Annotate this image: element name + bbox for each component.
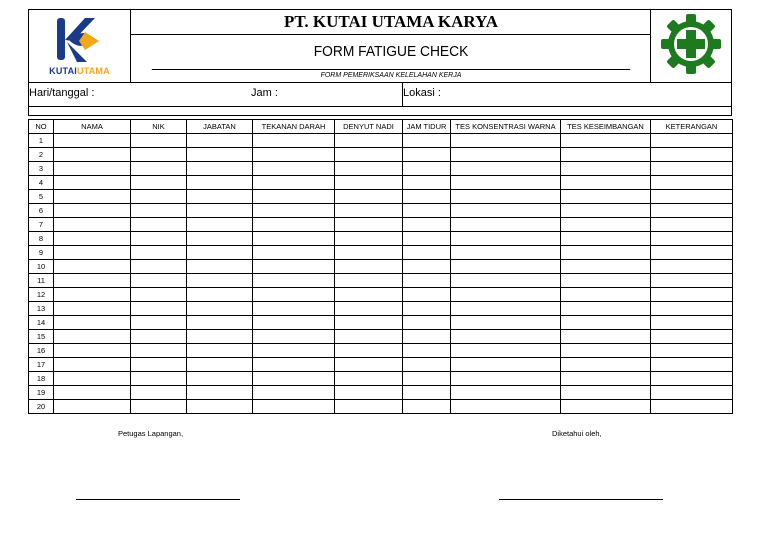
table-cell[interactable] (651, 316, 733, 330)
table-cell[interactable] (187, 386, 253, 400)
table-cell[interactable] (561, 386, 651, 400)
table-cell[interactable] (187, 162, 253, 176)
row-number: 11 (29, 274, 54, 288)
row-number: 10 (29, 260, 54, 274)
table-cell[interactable] (54, 232, 131, 246)
table-row (29, 372, 733, 386)
table-cell[interactable] (561, 400, 651, 414)
table-cell[interactable] (187, 372, 253, 386)
table-cell[interactable] (451, 246, 561, 260)
fatigue-check-table (28, 119, 733, 414)
table-cell[interactable] (187, 176, 253, 190)
table-cell[interactable] (561, 232, 651, 246)
table-cell[interactable] (54, 372, 131, 386)
table-cell[interactable] (187, 218, 253, 232)
table-cell[interactable] (451, 176, 561, 190)
safety-icon-cell (650, 10, 731, 82)
table-cell[interactable] (54, 274, 131, 288)
table-cell[interactable] (253, 260, 335, 274)
table-cell[interactable] (54, 400, 131, 414)
table-header-row (29, 120, 733, 134)
row-number: 4 (29, 176, 54, 190)
table-cell[interactable] (651, 274, 733, 288)
table-cell[interactable] (403, 386, 451, 400)
table-cell[interactable] (54, 148, 131, 162)
table-cell[interactable] (335, 176, 403, 190)
table-cell[interactable] (54, 288, 131, 302)
table-cell[interactable] (131, 372, 187, 386)
row-number: 20 (29, 400, 54, 414)
row-number: 9 (29, 246, 54, 260)
table-cell[interactable] (54, 162, 131, 176)
table-cell[interactable] (187, 274, 253, 288)
table-row (29, 386, 733, 400)
table-cell[interactable] (451, 218, 561, 232)
table-cell[interactable] (651, 302, 733, 316)
table-cell[interactable] (561, 330, 651, 344)
table-cell[interactable] (335, 400, 403, 414)
table-cell[interactable] (403, 344, 451, 358)
table-cell[interactable] (253, 176, 335, 190)
table-cell[interactable] (253, 218, 335, 232)
safety-cross-gear-icon (651, 10, 731, 82)
table-cell[interactable] (403, 162, 451, 176)
table-cell[interactable] (253, 372, 335, 386)
table-cell[interactable] (253, 148, 335, 162)
table-cell[interactable] (54, 246, 131, 260)
table-cell[interactable] (131, 218, 187, 232)
kutai-utama-logo-icon (29, 10, 130, 66)
table-cell[interactable] (253, 204, 335, 218)
row-number: 19 (29, 386, 54, 400)
row-number: 16 (29, 344, 54, 358)
table-cell[interactable] (403, 400, 451, 414)
column-header: JABATAN (187, 120, 253, 134)
table-cell[interactable] (403, 232, 451, 246)
date-label: Hari/tanggal : (29, 87, 95, 99)
table-cell[interactable] (561, 372, 651, 386)
table-cell[interactable] (651, 358, 733, 372)
table-cell[interactable] (131, 302, 187, 316)
table-cell[interactable] (451, 162, 561, 176)
table-row (29, 162, 733, 176)
table-cell[interactable] (403, 302, 451, 316)
column-header: TES KESEIMBANGAN (561, 120, 651, 134)
table-cell[interactable] (561, 302, 651, 316)
table-row (29, 204, 733, 218)
table-cell[interactable] (561, 274, 651, 288)
table-cell[interactable] (451, 386, 561, 400)
table-cell[interactable] (451, 344, 561, 358)
table-cell[interactable] (187, 246, 253, 260)
table-cell[interactable] (54, 344, 131, 358)
table-cell[interactable] (131, 232, 187, 246)
form-sheet (28, 9, 732, 415)
table-cell[interactable] (403, 330, 451, 344)
info-row (28, 82, 732, 107)
table-cell[interactable] (54, 190, 131, 204)
table-cell[interactable] (451, 232, 561, 246)
table-cell[interactable] (403, 176, 451, 190)
row-number: 14 (29, 316, 54, 330)
table-cell[interactable] (403, 260, 451, 274)
table-cell[interactable] (403, 316, 451, 330)
column-header: DENYUT NADI (335, 120, 403, 134)
table-cell[interactable] (561, 358, 651, 372)
table-cell[interactable] (335, 134, 403, 148)
table-cell[interactable] (651, 148, 733, 162)
table-cell[interactable] (253, 358, 335, 372)
table-cell[interactable] (187, 400, 253, 414)
table-cell[interactable] (253, 232, 335, 246)
table-cell[interactable] (403, 274, 451, 288)
table-cell[interactable] (451, 190, 561, 204)
table-cell[interactable] (131, 386, 187, 400)
table-row (29, 330, 733, 344)
table-cell[interactable] (335, 190, 403, 204)
table-cell[interactable] (451, 400, 561, 414)
table-cell[interactable] (403, 204, 451, 218)
table-cell[interactable] (651, 232, 733, 246)
table-cell[interactable] (187, 260, 253, 274)
table-cell[interactable] (403, 134, 451, 148)
table-cell[interactable] (54, 260, 131, 274)
table-row (29, 302, 733, 316)
table-cell[interactable] (561, 260, 651, 274)
table-cell[interactable] (403, 358, 451, 372)
table-cell[interactable] (54, 204, 131, 218)
table-cell[interactable] (561, 246, 651, 260)
acknowledged-signature-line (499, 499, 663, 500)
field-officer-signature-line (76, 499, 240, 500)
table-row (29, 344, 733, 358)
table-cell[interactable] (187, 330, 253, 344)
table-cell[interactable] (561, 344, 651, 358)
table-row (29, 134, 733, 148)
table-cell[interactable] (335, 386, 403, 400)
field-officer-label: Petugas Lapangan, (118, 429, 184, 438)
column-header: NIK (131, 120, 187, 134)
table-cell[interactable] (131, 316, 187, 330)
table-cell[interactable] (253, 400, 335, 414)
table-cell[interactable] (335, 274, 403, 288)
table-cell[interactable] (451, 204, 561, 218)
brand-part-utama: UTAMA (77, 66, 110, 76)
table-cell[interactable] (131, 204, 187, 218)
column-header: JAM TIDUR (403, 120, 451, 134)
column-header: KETERANGAN (651, 120, 733, 134)
table-row (29, 218, 733, 232)
table-cell[interactable] (651, 330, 733, 344)
table-cell[interactable] (651, 134, 733, 148)
table-cell[interactable] (253, 134, 335, 148)
table-cell[interactable] (451, 358, 561, 372)
spacer-row (28, 107, 732, 116)
row-number: 8 (29, 232, 54, 246)
table-cell[interactable] (335, 246, 403, 260)
row-number: 7 (29, 218, 54, 232)
table-cell[interactable] (335, 204, 403, 218)
table-cell[interactable] (131, 274, 187, 288)
table-cell[interactable] (131, 162, 187, 176)
column-header: NAMA (54, 120, 131, 134)
table-cell[interactable] (54, 302, 131, 316)
table-cell[interactable] (187, 204, 253, 218)
table-cell[interactable] (403, 218, 451, 232)
table-cell[interactable] (253, 246, 335, 260)
table-cell[interactable] (651, 246, 733, 260)
table-cell[interactable] (54, 358, 131, 372)
row-number: 1 (29, 134, 54, 148)
time-label: Jam : (251, 87, 278, 99)
table-row (29, 232, 733, 246)
table-cell[interactable] (651, 218, 733, 232)
row-number: 6 (29, 204, 54, 218)
table-cell[interactable] (131, 358, 187, 372)
table-row (29, 246, 733, 260)
table-cell[interactable] (561, 204, 651, 218)
table-cell[interactable] (451, 330, 561, 344)
table-cell[interactable] (187, 190, 253, 204)
table-cell[interactable] (651, 288, 733, 302)
form-title: FORM FATIGUE CHECK (152, 35, 630, 70)
table-cell[interactable] (561, 148, 651, 162)
table-cell[interactable] (335, 260, 403, 274)
table-row (29, 288, 733, 302)
table-row (29, 148, 733, 162)
table-cell[interactable] (561, 218, 651, 232)
table-cell[interactable] (253, 274, 335, 288)
table-cell[interactable] (335, 148, 403, 162)
table-cell[interactable] (451, 316, 561, 330)
table-cell[interactable] (253, 330, 335, 344)
table-cell[interactable] (335, 316, 403, 330)
column-header: TEKANAN DARAH (253, 120, 335, 134)
table-cell[interactable] (187, 302, 253, 316)
table-cell[interactable] (561, 190, 651, 204)
table-cell[interactable] (451, 260, 561, 274)
table-cell[interactable] (54, 386, 131, 400)
table-cell[interactable] (131, 344, 187, 358)
table-cell[interactable] (187, 358, 253, 372)
row-number: 17 (29, 358, 54, 372)
table-cell[interactable] (253, 162, 335, 176)
table-cell[interactable] (187, 288, 253, 302)
table-cell[interactable] (131, 260, 187, 274)
table-cell[interactable] (651, 344, 733, 358)
table-cell[interactable] (187, 344, 253, 358)
table-cell[interactable] (54, 134, 131, 148)
table-cell[interactable] (451, 148, 561, 162)
row-number: 3 (29, 162, 54, 176)
table-cell[interactable] (335, 288, 403, 302)
table-row (29, 274, 733, 288)
table-cell[interactable] (651, 162, 733, 176)
table-cell[interactable] (651, 176, 733, 190)
location-label: Lokasi : (403, 87, 441, 99)
table-cell[interactable] (335, 372, 403, 386)
column-header: NO (29, 120, 54, 134)
table-cell[interactable] (131, 330, 187, 344)
table-row (29, 190, 733, 204)
table-cell[interactable] (131, 246, 187, 260)
table-cell[interactable] (561, 176, 651, 190)
table-cell[interactable] (561, 134, 651, 148)
table-cell[interactable] (54, 330, 131, 344)
table-cell[interactable] (335, 162, 403, 176)
table-cell[interactable] (335, 358, 403, 372)
table-cell[interactable] (253, 302, 335, 316)
table-cell[interactable] (253, 316, 335, 330)
table-cell[interactable] (187, 148, 253, 162)
table-cell[interactable] (253, 190, 335, 204)
table-cell[interactable] (335, 232, 403, 246)
table-cell[interactable] (131, 400, 187, 414)
row-number: 2 (29, 148, 54, 162)
table-cell[interactable] (651, 400, 733, 414)
table-cell[interactable] (651, 372, 733, 386)
table-cell[interactable] (335, 330, 403, 344)
table-cell[interactable] (651, 260, 733, 274)
table-cell[interactable] (253, 288, 335, 302)
table-cell[interactable] (253, 344, 335, 358)
table-cell[interactable] (561, 288, 651, 302)
table-cell[interactable] (187, 134, 253, 148)
table-cell[interactable] (187, 232, 253, 246)
table-cell[interactable] (403, 372, 451, 386)
table-cell[interactable] (403, 288, 451, 302)
form-subtitle: FORM PEMERIKSAAN KELELAHAN KERJA (320, 72, 462, 79)
table-cell[interactable] (651, 386, 733, 400)
info-divider (402, 82, 403, 106)
table-cell[interactable] (253, 386, 335, 400)
table-row (29, 176, 733, 190)
table-cell[interactable] (54, 176, 131, 190)
table-cell[interactable] (651, 190, 733, 204)
table-cell[interactable] (335, 218, 403, 232)
form-header (28, 9, 732, 83)
brand-name (29, 66, 130, 76)
table-cell[interactable] (131, 148, 187, 162)
row-number: 12 (29, 288, 54, 302)
column-header: TES KONSENTRASI WARNA (451, 120, 561, 134)
brand-part-kutai: KUTAI (49, 66, 77, 76)
table-cell[interactable] (403, 148, 451, 162)
table-cell[interactable] (451, 134, 561, 148)
table-cell[interactable] (54, 316, 131, 330)
table-cell[interactable] (131, 134, 187, 148)
table-cell[interactable] (451, 372, 561, 386)
table-cell[interactable] (187, 316, 253, 330)
table-cell[interactable] (451, 302, 561, 316)
logo-cell (29, 10, 131, 82)
row-number: 18 (29, 372, 54, 386)
table-cell[interactable] (561, 162, 651, 176)
table-cell[interactable] (335, 302, 403, 316)
table-row (29, 260, 733, 274)
table-row (29, 316, 733, 330)
table-cell[interactable] (131, 176, 187, 190)
table-cell[interactable] (403, 190, 451, 204)
table-cell[interactable] (131, 288, 187, 302)
row-number: 5 (29, 190, 54, 204)
table-cell[interactable] (403, 246, 451, 260)
table-cell[interactable] (131, 190, 187, 204)
table-row (29, 400, 733, 414)
acknowledged-by-label: Diketahui oleh, (552, 429, 602, 438)
table-cell[interactable] (54, 218, 131, 232)
table-cell[interactable] (451, 274, 561, 288)
row-number: 13 (29, 302, 54, 316)
table-cell[interactable] (651, 204, 733, 218)
table-cell[interactable] (561, 316, 651, 330)
table-row (29, 358, 733, 372)
table-cell[interactable] (335, 344, 403, 358)
row-number: 15 (29, 330, 54, 344)
table-cell[interactable] (451, 288, 561, 302)
company-name: PT. KUTAI UTAMA KARYA (131, 10, 651, 35)
